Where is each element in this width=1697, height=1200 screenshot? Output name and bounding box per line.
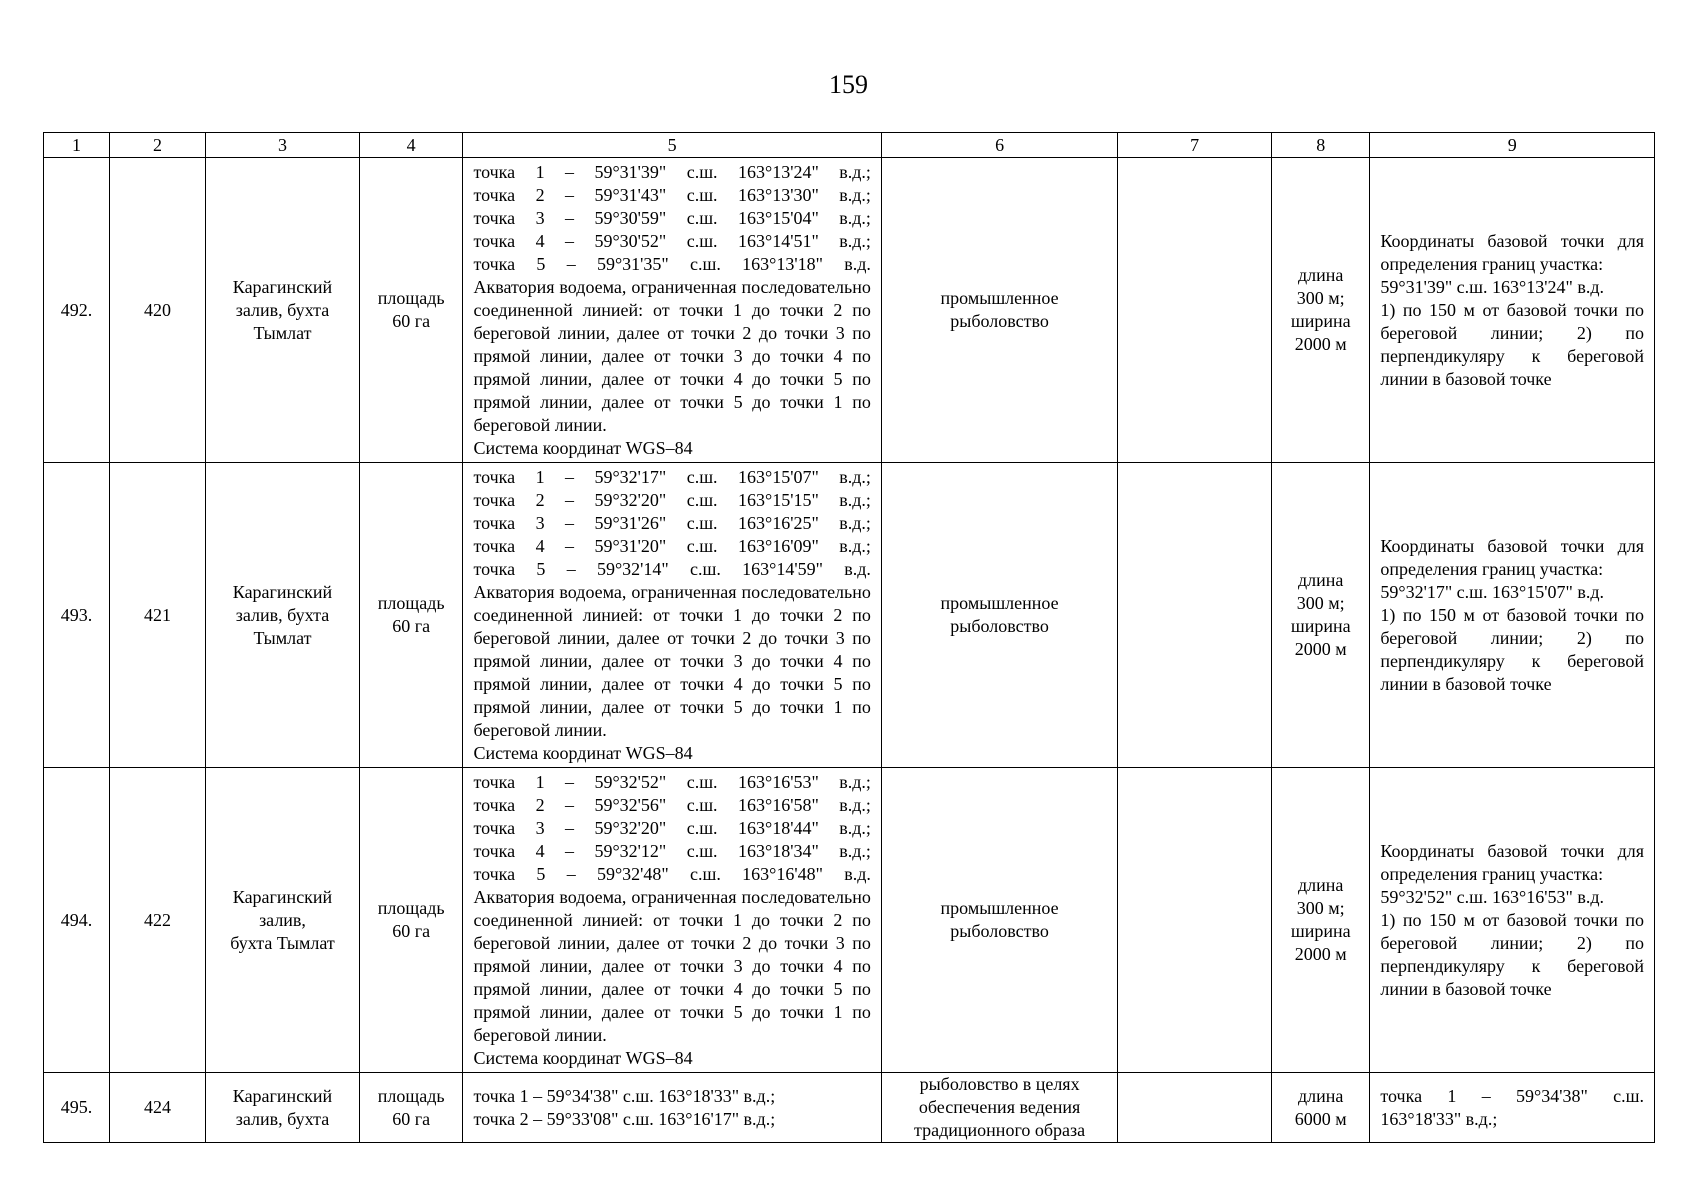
purpose-cell [881, 768, 1117, 1073]
column-7-cell [1118, 158, 1272, 463]
area-cell [359, 158, 463, 463]
area-label: площадь [377, 898, 445, 918]
size-line: 300 м; [1296, 288, 1345, 308]
row-number: 492. [44, 158, 110, 463]
location-cell [206, 158, 360, 463]
column-7-cell [1118, 1073, 1272, 1143]
coordinate-system: Система координат WGS–84 [473, 437, 693, 458]
purpose-line: рыболовство в целях [919, 1074, 1080, 1094]
location-cell [206, 463, 360, 768]
point-line: точка 2 – 59°32'56" с.ш. 163°16'58" в.д.; [473, 794, 871, 815]
purpose-cell [881, 1073, 1117, 1143]
boundary-text: Акватория водоема, ограниченная последовательно соединенной линией: от точки 1 до точки 2 по береговой линии, далее от точки 2 до точки 3 по прямой линии, далее от точки 3 до точки 4 по прямой линии, далее от точки 4 до точки 5 по прямой линии, далее от точки 5 до точки 1 по береговой линии. [473, 581, 871, 740]
note-cell [1370, 768, 1655, 1073]
column-header: 5 [463, 133, 881, 158]
area-value: 60 га [392, 311, 431, 331]
purpose-line: промышленное [940, 898, 1059, 918]
size-line: 2000 м [1294, 639, 1347, 659]
point-line: точка 2 – 59°32'20" с.ш. 163°15'15" в.д.; [473, 489, 871, 510]
point-line: точка 3 – 59°31'26" с.ш. 163°16'25" в.д.; [473, 512, 871, 533]
area-id: 424 [109, 1073, 205, 1143]
boundary-description-cell [463, 158, 881, 463]
row-number: 494. [44, 768, 110, 1073]
column-7-cell [1118, 768, 1272, 1073]
purpose-line: рыболовство [950, 921, 1049, 941]
point-line: точка 2 – 59°33'08" с.ш. 163°16'17" в.д.; [473, 1108, 776, 1129]
purpose-cell [881, 158, 1117, 463]
column-header: 8 [1272, 133, 1370, 158]
area-label: площадь [377, 288, 445, 308]
point-line: точка 5 – 59°32'48" с.ш. 163°16'48" в.д. [473, 863, 871, 884]
row-number: 495. [44, 1073, 110, 1143]
location-line: Карагинский [232, 886, 333, 907]
area-value: 60 га [392, 921, 431, 941]
column-header: 7 [1118, 133, 1272, 158]
area-id: 422 [109, 768, 205, 1073]
size-line: 2000 м [1294, 944, 1347, 964]
location-line: бухта Тымлат [230, 932, 335, 953]
purpose-line: промышленное [940, 288, 1059, 308]
note-cell [1370, 158, 1655, 463]
note-intro: Координаты базовой точки для определения границ участка: [1380, 840, 1644, 884]
area-id: 421 [109, 463, 205, 768]
location-cell [206, 768, 360, 1073]
purpose-line: рыболовство [950, 616, 1049, 636]
size-line: 300 м; [1296, 898, 1345, 918]
note-intro: Координаты базовой точки для определения границ участка: [1380, 230, 1644, 274]
size-line: 300 м; [1296, 593, 1345, 613]
area-cell [359, 768, 463, 1073]
area-value: 60 га [392, 1108, 431, 1129]
point-line: точка 5 – 59°32'14" с.ш. 163°14'59" в.д. [473, 558, 871, 579]
size-line: длина [1298, 265, 1344, 285]
note-rules: 1) по 150 м от базовой точки по береговой линии; 2) по перпендикуляру к береговой линии в базовой точке [1380, 299, 1644, 389]
point-line: точка 1 – 59°32'17" с.ш. 163°15'07" в.д.; [473, 466, 871, 487]
column-header: 2 [109, 133, 205, 158]
point-line: точка 5 – 59°31'35" с.ш. 163°13'18" в.д. [473, 253, 871, 274]
column-header: 4 [359, 133, 463, 158]
location-line: залив, бухта [235, 604, 330, 625]
area-cell [359, 1073, 463, 1143]
location-line: Карагинский [232, 1085, 333, 1106]
boundary-text: Акватория водоема, ограниченная последовательно соединенной линией: от точки 1 до точки 2 по береговой линии, далее от точки 2 до точки 3 по прямой линии, далее от точки 3 до точки 4 по прямой линии, далее от точки 4 до точки 5 по прямой линии, далее от точки 5 до точки 1 по береговой линии. [473, 886, 871, 1045]
point-line: точка 4 – 59°32'12" с.ш. 163°18'34" в.д.; [473, 840, 871, 861]
page-number: 159 [829, 70, 868, 99]
size-cell [1272, 768, 1370, 1073]
note-cell [1370, 1073, 1655, 1143]
area-id: 420 [109, 158, 205, 463]
size-line: длина [1298, 1085, 1344, 1106]
size-line: 6000 м [1294, 1108, 1347, 1129]
column-header: 9 [1370, 133, 1655, 158]
note-rules: 1) по 150 м от базовой точки по береговой линии; 2) по перпендикуляру к береговой линии в базовой точке [1380, 604, 1644, 694]
size-line: ширина [1290, 616, 1351, 636]
point-line: точка 1 – 59°34'38" с.ш. 163°18'33" в.д.; [473, 1085, 776, 1106]
point-line: точка 4 – 59°30'52" с.ш. 163°14'51" в.д.; [473, 230, 871, 251]
coordinate-system: Система координат WGS–84 [473, 742, 693, 763]
note-cell [1370, 463, 1655, 768]
coordinate-system: Система координат WGS–84 [473, 1047, 693, 1068]
location-line: Карагинский [232, 581, 333, 602]
note-base-point: 59°32'52" с.ш. 163°16'53" в.д. [1380, 886, 1604, 907]
size-line: ширина [1290, 921, 1351, 941]
point-line: точка 3 – 59°30'59" с.ш. 163°15'04" в.д.; [473, 207, 871, 228]
note-base-point: 59°32'17" с.ш. 163°15'07" в.д. [1380, 581, 1604, 602]
boundary-description-cell [463, 768, 881, 1073]
size-line: длина [1298, 570, 1344, 590]
column-header: 6 [881, 133, 1117, 158]
purpose-line: промышленное [940, 593, 1059, 613]
header-row [44, 133, 1655, 158]
size-cell [1272, 1073, 1370, 1143]
area-cell [359, 463, 463, 768]
note-base-point: 59°31'39" с.ш. 163°13'24" в.д. [1380, 276, 1604, 297]
location-line: Карагинский [232, 276, 333, 297]
purpose-line: рыболовство [950, 311, 1049, 331]
location-line: залив, [259, 909, 306, 930]
point-line: точка 1 – 59°32'52" с.ш. 163°16'53" в.д.; [473, 771, 871, 792]
table-row [44, 158, 1655, 463]
size-line: ширина [1290, 311, 1351, 331]
size-cell [1272, 463, 1370, 768]
column-header: 1 [44, 133, 110, 158]
table-row [44, 463, 1655, 768]
location-line: залив, бухта [235, 299, 330, 320]
purpose-line: традиционного образа [914, 1120, 1086, 1140]
size-line: длина [1298, 875, 1344, 895]
location-line: Тымлат [253, 627, 312, 648]
boundary-description-cell [463, 1073, 881, 1143]
note-point: точка 1 – 59°34'38" с.ш. 163°18'33" в.д.; [1380, 1085, 1644, 1129]
point-line: точка 3 – 59°32'20" с.ш. 163°18'44" в.д.; [473, 817, 871, 838]
table-row [44, 1073, 1655, 1143]
point-line: точка 2 – 59°31'43" с.ш. 163°13'30" в.д.; [473, 184, 871, 205]
boundary-description-cell [463, 463, 881, 768]
point-line: точка 1 – 59°31'39" с.ш. 163°13'24" в.д.; [473, 161, 871, 182]
column-7-cell [1118, 463, 1272, 768]
size-cell [1272, 158, 1370, 463]
area-label: площадь [377, 593, 445, 613]
fishing-areas-table [43, 132, 1655, 1143]
area-value: 60 га [392, 616, 431, 636]
note-rules: 1) по 150 м от базовой точки по береговой линии; 2) по перпендикуляру к береговой линии в базовой точке [1380, 909, 1644, 999]
note-intro: Координаты базовой точки для определения границ участка: [1380, 535, 1644, 579]
location-line: залив, бухта [235, 1108, 330, 1129]
purpose-cell [881, 463, 1117, 768]
location-line: Тымлат [253, 322, 312, 343]
location-cell [206, 1073, 360, 1143]
point-line: точка 4 – 59°31'20" с.ш. 163°16'09" в.д.; [473, 535, 871, 556]
row-number: 493. [44, 463, 110, 768]
purpose-line: обеспечения ведения [918, 1097, 1081, 1117]
column-header: 3 [206, 133, 360, 158]
area-label: площадь [377, 1085, 445, 1106]
table-row [44, 768, 1655, 1073]
boundary-text: Акватория водоема, ограниченная последовательно соединенной линией: от точки 1 до точки 2 по береговой линии, далее от точки 2 до точки 3 по прямой линии, далее от точки 3 до точки 4 по прямой линии, далее от точки 4 до точки 5 по прямой линии, далее от точки 5 до точки 1 по береговой линии. [473, 276, 871, 435]
size-line: 2000 м [1294, 334, 1347, 354]
